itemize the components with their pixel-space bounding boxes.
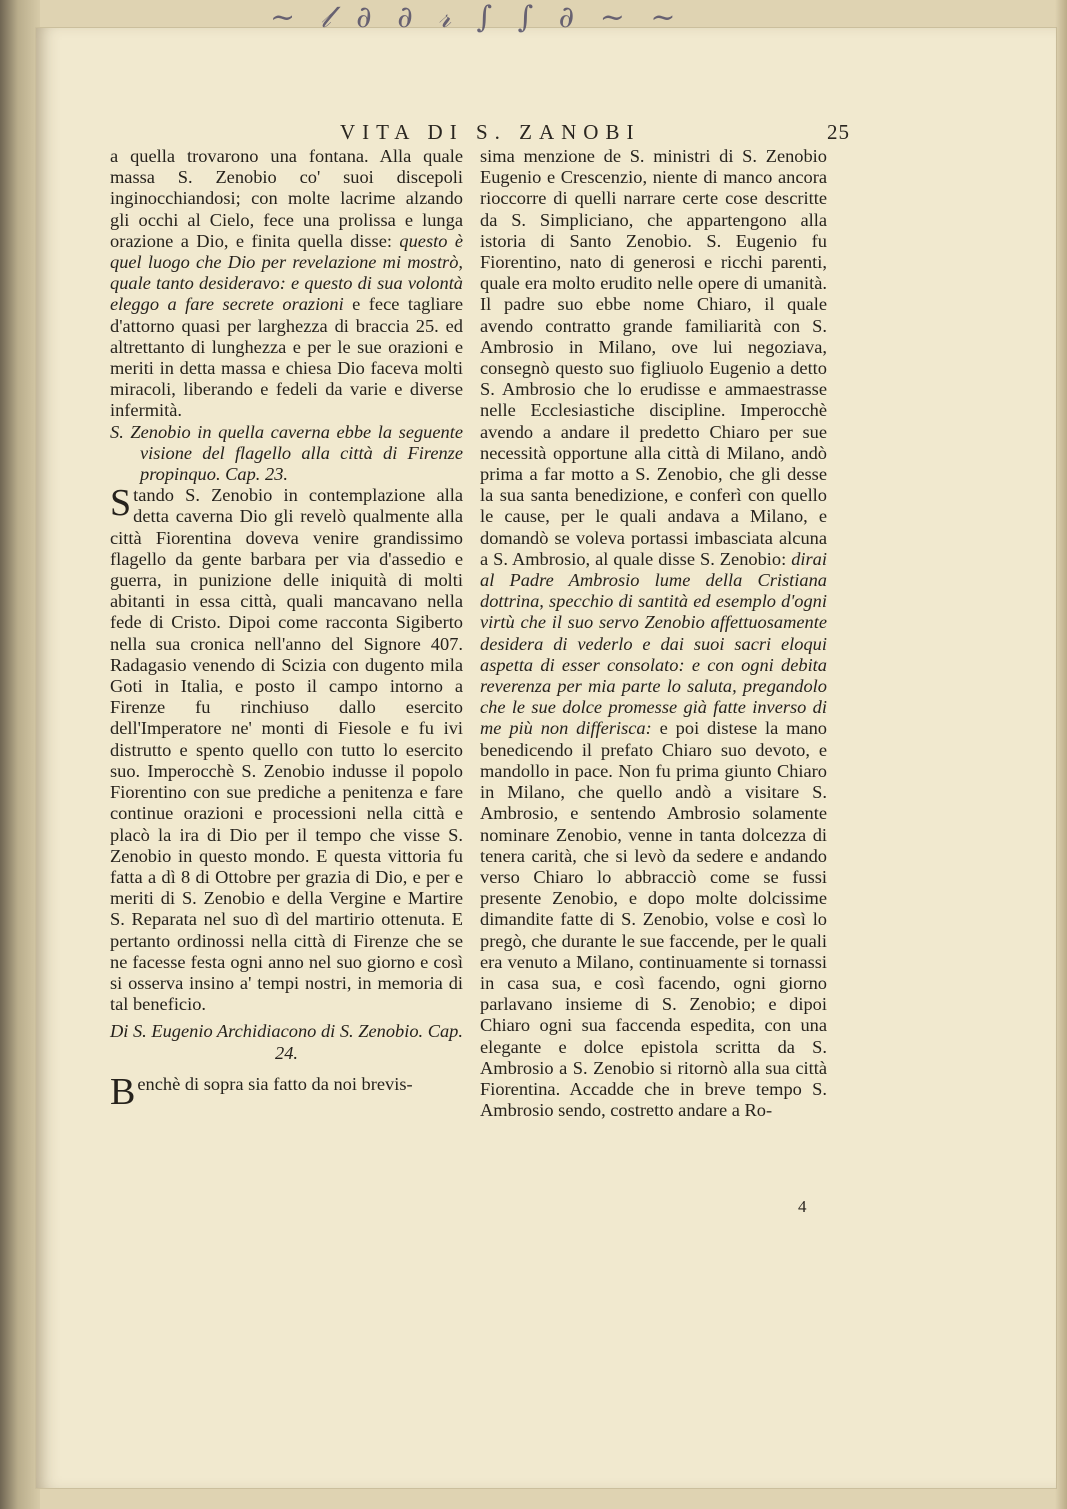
paragraph-text-end: e poi distese la mano benedicendo il prefato Chiaro suo devoto, e mandollo in pace. Non fu prima giunto Chiaro in Milano, che quello andò a visitare S. Ambrosio, e sentendo Ambrosio solamente nominare Zenobio, venne in tanta dolcezza di tenera carità, che si levò da sedere e andando verso Chiaro lo abbracciò come se fussi presente Zenobio, e dopo molte dolcissime dimandite fatte di S. Zenobio, volse e così lo pregò, che durante le sue faccende, per le quali era venuto a Milano, continuamente si tornassi in casa sua, e così facendo, ogni giorno parlavano insieme di S. Zenobio; e dipoi Chiaro ogni sua faccenda espedita, con una elegante e dolce epistola scritta da S. Ambrosio a S. Zenobio si ritornò alla sua città Fiorentina. Accadde che in breve tempo S. Ambrosio sendo, costretto andare a Ro- <box>480 718 827 1121</box>
running-title: VITA DI S. ZANOBI <box>340 120 641 144</box>
quoted-prayer: questo è quel luogo che Dio per revelazione mi mostrò, quale tanto desideravo: e questo di sua volontà eleggo a fare secrete orazioni <box>110 230 464 315</box>
paragraph-text: a quella trovarono una fontana. Alla quale massa S. Zenobio co' suoi discepoli inginocchiandosi; con molte lacrime alzando gli occhi al Cielo, fece una prolissa e lunga orazione a Dio, e finita quella disse: <box>110 146 463 251</box>
right-column <box>480 146 827 1121</box>
paragraph-3 <box>110 1070 463 1113</box>
drop-cap: B <box>110 1070 136 1113</box>
paragraph-text: tando S. Zenobio in contemplazione alla detta caverna Dio gli revelò qualmente alla città Fiorentina doveva venire grandissimo flagello da gente barbara per via d'assedio e guerra, in punizione delle iniquità di molti abitanti in essa città, quali mancavano nella fede di Cristo. Dipoi come racconta Sigiberto nella sua cronica nell'anno del Signore 407. Radagasio venendo di Scizia con dugento mila Goti in Italia, e posto il campo intorno a Firenze fu rinchiuso dallo esercito dell'Imperatore ne' monti di Fiesole e fu ivi distrutto e spento quello con tutto lo esercito suo. Imperocchè S. Zenobio indusse il popolo Fiorentino con sue prediche a penitenza e fare continue orazioni e processioni nella città e placò la ira di Dio per il tempo che visse S. Zenobio in questo mondo. E questa vittoria fu fatta a dì 8 di Ottobre per grazia di Dio, e per e meriti di S. Zenobio e della Vergine e Martire S. Reparata nel suo dì del martirio ottenuta. E pertanto ordinossi nella città di Firenze che se ne facesse festa ogni anno nel suo giorno e così si osserva insino a' tempi nostri, in memoria di tal beneficio. <box>110 485 463 1015</box>
signature-mark: 4 <box>798 1197 807 1216</box>
paragraph-text: sima menzione de S. ministri di S. Zenobio Eugenio e Crescenzio, niente di manco ancora rioccorre di quelli narrare certe cose descritte da S. Simpliciano, che appartengono alla istoria di Santo Zenobio. S. Eugenio fu Fiorentino, nato di generosi e ricchi parenti, quale era molto erudito nelle opere di umanità. Il padre suo ebbe nome Chiaro, il quale avendo contratto grande familiarità con S. Ambrosio in Milano, ove lui negoziava, consegnò questo suo figliuolo Eugenio a detto S. Ambrosio che lo erudisse e ammaestrasse nelle Ecclesiastiche discipline. Imperocchè avendo a andare il predetto Chiaro per sue necessità opportune alla città di Milano, andò prima a far motto a S. Zenobio, che gli desse la sua santa benedizione, e conferì con quello le cause, per le quali andava a Milano, e domandò se voleva portassi imbasciata alcuna a S. Ambrosio, al quale disse S. Zenobio: <box>480 146 827 569</box>
paragraph-1 <box>110 146 463 422</box>
chapter-heading-24: Di S. Eugenio Archidiacono di S. Zenobio. Cap. 24. <box>110 1021 463 1063</box>
chapter-heading-23: S. Zenobio in quella caverna ebbe la seguente visione del flagello alla città di Firenze propinquo. Cap. 23. <box>110 421 463 485</box>
paragraph-text: enchè di sopra sia fatto da noi brevis- <box>137 1073 413 1094</box>
drop-cap: S <box>110 482 132 525</box>
page-edge-shadow <box>1055 0 1067 1509</box>
paragraph-1 <box>480 146 827 1121</box>
binding-spine <box>0 0 40 1509</box>
handwritten-annotation: ~ 𝓁 ∂ ∂ 𝓇 ∫ ∫ ∂ ~ ~ <box>270 0 684 35</box>
page-number: 25 <box>827 120 850 144</box>
quoted-message: dirai al Padre Ambrosio lume della Cristiana dottrina, specchio di santità ed esemplo d'ogni virtù che il suo servo Zenobio affettuosamente desidera di vederlo e dai suoi sacri eloqui aspetta di esser consolato: e con ogni debita reverenza per mia parte lo saluta, pregandolo che le sue dolce promesse già fatte inverso di me più non differisca: <box>480 548 827 739</box>
paragraph-2 <box>110 482 463 1015</box>
left-column <box>110 146 464 1113</box>
paragraph-text-end: e fece tagliare d'attorno quasi per larghezza di braccia 25. ed altrettanto di lunghezza e per le sue orazioni e meriti in detta massa e chiesa Dio faceva molti miracoli, liberando e fedeli da varie e diverse infermità. <box>110 294 463 421</box>
